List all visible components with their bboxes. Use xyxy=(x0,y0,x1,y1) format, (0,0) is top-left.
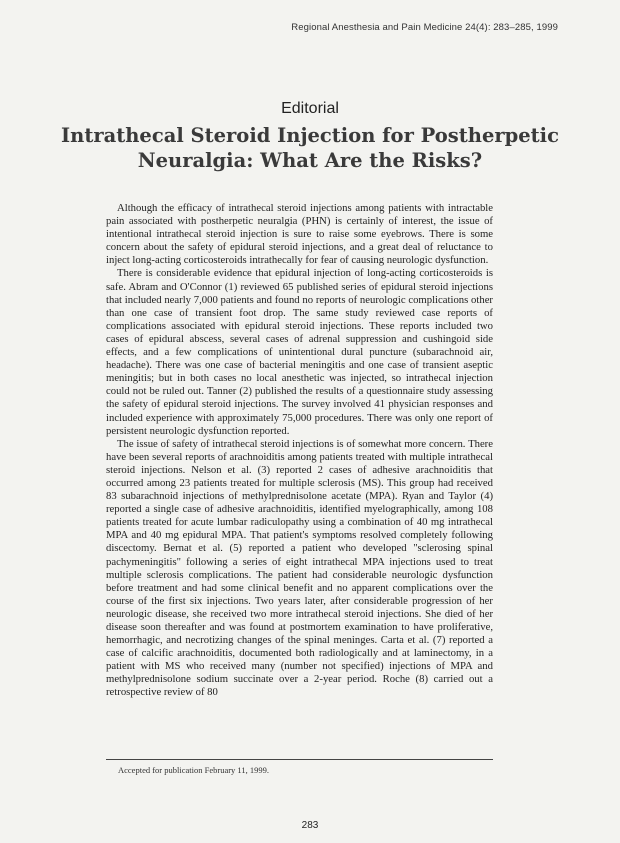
journal-citation-header: Regional Anesthesia and Pain Medicine 24(4): 283–285, 1999 xyxy=(291,22,558,33)
footnote-divider xyxy=(106,759,493,760)
article-title-line-2: Neuralgia: What Are the Risks? xyxy=(137,149,483,172)
footnote: Accepted for publication February 11, 1999. xyxy=(118,765,269,775)
article-body xyxy=(106,202,493,700)
article-title-line-1: Intrathecal Steroid Injection for Postherpetic xyxy=(61,124,559,147)
body-paragraph: There is considerable evidence that epidural injection of long-acting corticosteroids is safe. Abram and O'Connor (1) reviewed 65 published series of epidural steroid injections that included nearly 7,000 patients and found no reports of neurologic complications other than one case of transient foot drop. The same study reviewed case reports of complications associated with epidural steroid injections. These reports included two cases of epidural abscess, several cases of adrenal suppression and cushingoid side effects, and a few complications of unintentional dural puncture (subarachnoid air, headache). There was one case of bacterial meningitis and one case of transient aseptic meningitis; but in both cases no local anesthetic was injected, so intrathecal injection could not be ruled out. Tanner (2) published the results of a questionnaire study assessing the safety of epidural steroid injections. The survey involved 41 physician responses and included experience with approximately 75,000 procedures. There was only one report of persistent neurologic dysfunction reported. xyxy=(106,267,493,437)
body-paragraph: The issue of safety of intrathecal steroid injections is of somewhat more concern. There have been several reports of arachnoiditis among patients treated with multiple intrathecal steroid injections. Nelson et al. (3) reported 2 cases of adhesive arachnoiditis that occurred among 23 patients treated for multiple sclerosis (MS). This group had received 83 subarachnoid injections of methylprednisolone acetate (MPA). Ryan and Taylor (4) reported a single case of adhesive arachnoiditis, identified myelographically, among 108 patients treated for acute lumbar radiculopathy using a combination of 40 mg intrathecal MPA and 40 mg epidural MPA. That patient's symptoms resolved completely following discectomy. Bernat et al. (5) reported a patient who developed "sclerosing spinal pachymeningitis" following a series of eight intrathecal MPA injections used to treat multiple sclerosis complications. The patient had considerable neurologic dysfunction before treatment and had some clinical benefit and no apparent complications over the course of the first six injections. Two years later, after considerable progression of her neurologic disease, she received two more intrathecal steroid injections. She died of her disease soon thereafter and was found at postmortem examination to have proliferative, hemorrhagic, and necrotizing changes of the spinal meninges. Carta et al. (7) reported a case of calcific arachnoiditis, documented both radiologically and at laminectomy, in a patient with MS who received many (number not specified) injections of MPA and methylprednisolone sodium succinate over a 2-year period. Roche (8) carried out a retrospective review of 80 xyxy=(106,437,493,699)
page-number: 283 xyxy=(301,820,319,831)
section-label: Editorial xyxy=(281,100,339,117)
body-paragraph: Although the efficacy of intrathecal steroid injections among patients with intractable pain associated with postherpetic neuralgia (PHN) is certainly of interest, the issue of intentional intrathecal steroid injection is sure to raise some eyebrows. There is some concern about the safety of epidural steroid injections, and a great deal of reluctance to inject long-acting corticosteroids intrathecally for fear of causing neurologic dysfunction. xyxy=(106,202,493,267)
article-title xyxy=(40,123,580,173)
